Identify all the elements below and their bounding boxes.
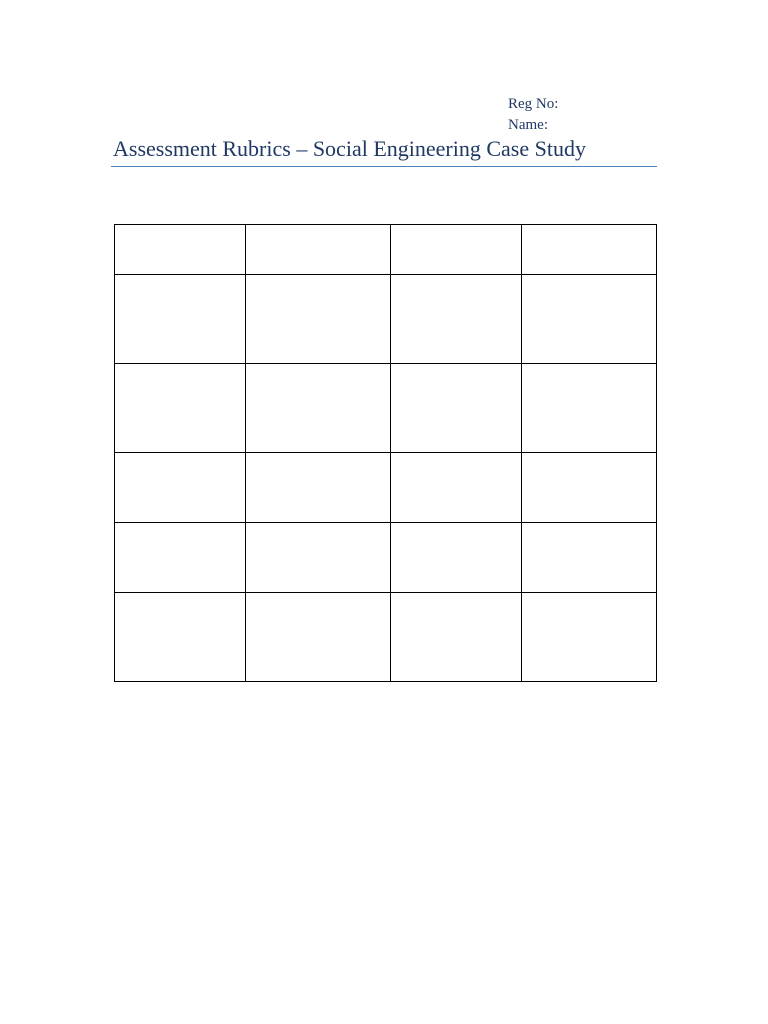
table-cell (115, 364, 246, 453)
table-cell (522, 225, 657, 275)
table-cell (246, 523, 391, 593)
document-title: Assessment Rubrics – Social Engineering Case Study (113, 136, 586, 161)
table-cell (391, 453, 522, 523)
reg-no-label: Reg No: (508, 96, 559, 112)
table-cell (391, 364, 522, 453)
table-cell (246, 593, 391, 682)
table-cell (391, 523, 522, 593)
table-row (115, 453, 657, 523)
table-row (115, 225, 657, 275)
table-cell (391, 593, 522, 682)
table-cell (246, 453, 391, 523)
table-cell (115, 453, 246, 523)
table-cell (115, 225, 246, 275)
student-info-block (508, 94, 558, 136)
table-row (115, 593, 657, 682)
table-cell (391, 275, 522, 364)
table-cell (522, 593, 657, 682)
table-cell (115, 523, 246, 593)
table-cell (246, 275, 391, 364)
table-cell (522, 523, 657, 593)
table-row (115, 523, 657, 593)
name-label: Name: (508, 117, 548, 133)
table-cell (246, 225, 391, 275)
table-cell (522, 364, 657, 453)
table-cell (391, 225, 522, 275)
table-row (115, 275, 657, 364)
table-cell (522, 275, 657, 364)
title-underline (111, 166, 657, 167)
table-cell (115, 275, 246, 364)
table-cell (522, 453, 657, 523)
table-row (115, 364, 657, 453)
table-cell (115, 593, 246, 682)
rubric-table (114, 224, 657, 682)
table-cell (246, 364, 391, 453)
